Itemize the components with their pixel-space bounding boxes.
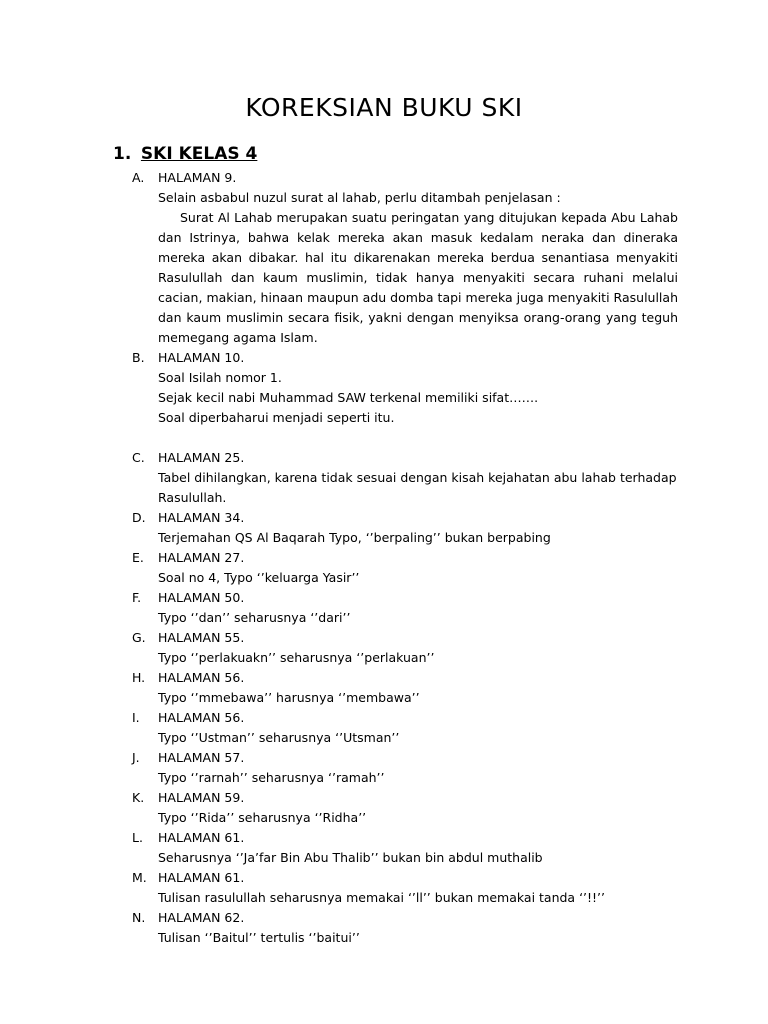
item-text-line: Soal Isilah nomor 1. [158, 370, 282, 385]
item-heading-line [132, 748, 678, 768]
item-text-line: Soal diperbaharui menjadi seperti itu. [158, 410, 395, 425]
item-heading-line [132, 168, 678, 188]
list-item [132, 548, 678, 588]
item-heading-line [132, 348, 678, 368]
item-marker: F. [132, 590, 142, 605]
item-text-line: Typo ‘’perlakuakn’’ seharusnya ‘’perlakuan’’ [158, 650, 435, 665]
list-item [132, 828, 678, 868]
item-heading: HALAMAN 9. [158, 170, 237, 185]
item-heading: HALAMAN 56. [158, 710, 245, 725]
item-marker: J. [132, 750, 140, 765]
list-item [132, 508, 678, 548]
list-item [132, 788, 678, 828]
blank-line [132, 428, 678, 448]
item-heading: HALAMAN 50. [158, 590, 245, 605]
item-heading-line [132, 668, 678, 688]
item-heading: HALAMAN 62. [158, 910, 245, 925]
item-marker: D. [132, 510, 146, 525]
item-heading: HALAMAN 10. [158, 350, 245, 365]
section-number: 1. [113, 144, 132, 164]
item-heading-line [132, 868, 678, 888]
item-heading: HALAMAN 59. [158, 790, 245, 805]
item-text-line: Selain asbabul nuzul surat al lahab, perlu ditambah penjelasan : [158, 190, 561, 205]
section-heading [113, 141, 257, 167]
list-item [132, 628, 678, 668]
item-heading: HALAMAN 57. [158, 750, 245, 765]
list-item [132, 588, 678, 628]
list-item [132, 708, 678, 748]
item-paragraph: Surat Al Lahab merupakan suatu peringatan yang ditujukan kepada Abu Lahab dan Istrinya, bahwa kelak mereka akan masuk kedalam neraka dan dineraka mereka akan dibakar. hal itu dikarenakan mereka berdua senantiasa menyakiti Rasulullah dan kaum muslimin, tidak hanya menyakiti secara ruhani melalui cacian, makian, hinaan maupun adu domba tapi mereka juga menyakiti Rasulullah dan kaum muslimin secara fisik, yakni dengan menyiksa orang-orang yang teguh memegang agama Islam. [158, 210, 678, 345]
item-heading-line [132, 448, 678, 468]
item-text-line: Tulisan ‘’Baitul’’ tertulis ‘’baitui’’ [158, 930, 360, 945]
item-heading-line [132, 508, 678, 528]
item-text-line: Typo ‘’Ustman’’ seharusnya ‘’Utsman’’ [158, 730, 400, 745]
item-marker: K. [132, 790, 145, 805]
list-item [132, 908, 678, 948]
item-heading-line [132, 908, 678, 928]
list-item [132, 668, 678, 708]
item-marker: B. [132, 350, 145, 365]
item-marker: N. [132, 910, 146, 925]
item-heading-line [132, 628, 678, 648]
section-label: SKI KELAS 4 [140, 144, 258, 164]
list-item [132, 868, 678, 908]
list-item [132, 168, 678, 348]
correction-list [132, 168, 678, 948]
list-item [132, 448, 678, 508]
item-text-line: Typo ‘’Rida’’ seharusnya ‘’Ridha’’ [158, 810, 367, 825]
item-marker: G. [132, 630, 146, 645]
item-heading-line [132, 548, 678, 568]
item-text-line: Typo ‘’dan’’ seharusnya ‘’dari’’ [158, 610, 351, 625]
item-marker: C. [132, 450, 145, 465]
item-marker: I. [132, 710, 140, 725]
item-heading-line [132, 588, 678, 608]
item-heading: HALAMAN 56. [158, 670, 245, 685]
item-marker: A. [132, 170, 145, 185]
item-text-line: Typo ‘’rarnah’’ seharusnya ‘’ramah’’ [158, 770, 385, 785]
item-text-line: Tulisan rasulullah seharusnya memakai ‘’ll’’ bukan memakai tanda ‘’!!’’ [158, 890, 605, 905]
item-heading: HALAMAN 55. [158, 630, 245, 645]
list-item [132, 348, 678, 428]
item-heading-line [132, 788, 678, 808]
item-text-line: Terjemahan QS Al Baqarah Typo, ‘’berpaling’’ bukan berpabing [158, 530, 551, 545]
item-heading: HALAMAN 27. [158, 550, 245, 565]
list-item [132, 748, 678, 788]
item-text-line: Soal no 4, Typo ‘’keluarga Yasir’’ [158, 570, 360, 585]
item-text-line: Seharusnya ‘’Ja’far Bin Abu Thalib’’ bukan bin abdul muthalib [158, 850, 543, 865]
item-text-line: Rasulullah. [158, 490, 227, 505]
item-text-line: Tabel dihilangkan, karena tidak sesuai dengan kisah kejahatan abu lahab terhadap [158, 470, 677, 485]
item-heading-line [132, 708, 678, 728]
document-title: KOREKSIAN BUKU SKI [245, 93, 523, 122]
item-heading: HALAMAN 61. [158, 870, 245, 885]
item-heading-line [132, 828, 678, 848]
item-heading: HALAMAN 61. [158, 830, 245, 845]
item-marker: E. [132, 550, 144, 565]
item-heading: HALAMAN 25. [158, 450, 245, 465]
item-marker: L. [132, 830, 143, 845]
item-marker: M. [132, 870, 147, 885]
item-marker: H. [132, 670, 146, 685]
item-text-line: Typo ‘’mmebawa’’ harusnya ‘’membawa’’ [158, 690, 420, 705]
item-heading: HALAMAN 34. [158, 510, 245, 525]
item-text-line: Sejak kecil nabi Muhammad SAW terkenal memiliki sifat……. [158, 390, 539, 405]
